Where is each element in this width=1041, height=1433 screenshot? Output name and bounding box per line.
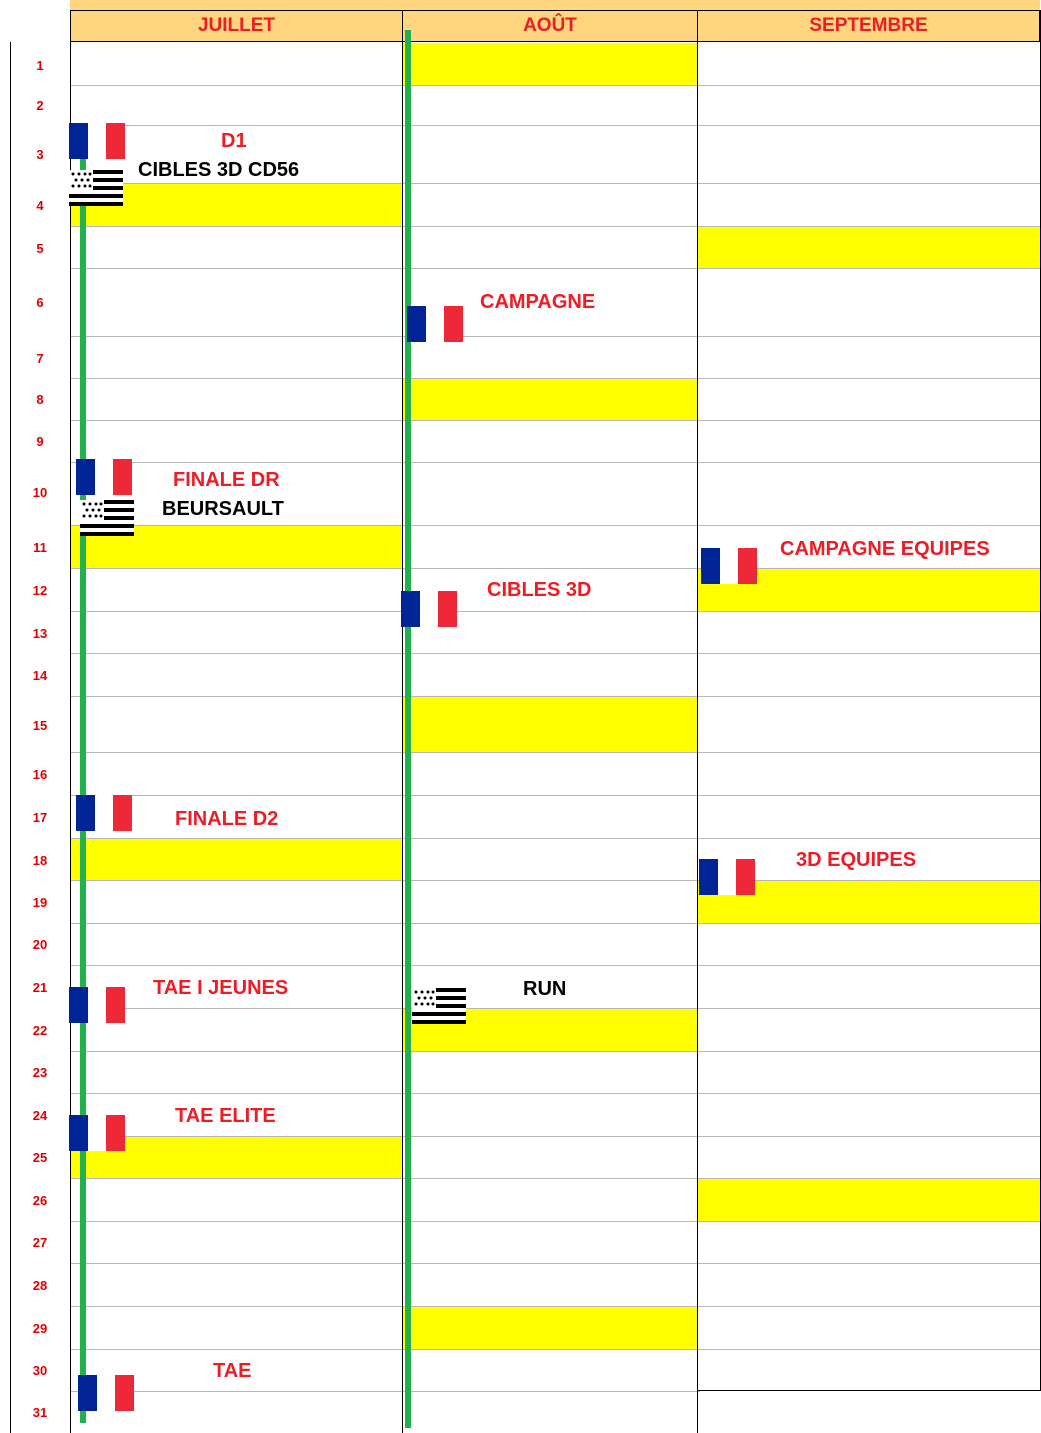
event-tae-elite: TAE ELITE xyxy=(175,1105,276,1127)
event-cibles-3d: CIBLES 3D xyxy=(487,579,592,601)
day-label: 4 xyxy=(36,198,44,213)
france-flag-icon xyxy=(76,459,132,495)
brittany-flag-icon xyxy=(69,170,123,206)
day-label: 15 xyxy=(32,718,48,733)
day-label: 25 xyxy=(32,1150,48,1165)
event-3d-equipes: 3D EQUIPES xyxy=(796,849,917,871)
day-label: 16 xyxy=(32,767,48,782)
period-line-aout xyxy=(405,30,411,1428)
france-flag-icon xyxy=(78,1375,134,1411)
day-label: 23 xyxy=(32,1065,48,1080)
event-finale-dr: FINALE DR xyxy=(173,469,280,491)
event-tae-i-jeunes: TAE I JEUNES xyxy=(153,977,289,999)
day-label: 8 xyxy=(36,392,44,407)
month-header-septembre: SEPTEMBRE xyxy=(697,10,1040,42)
event-campagne-equipes: CAMPAGNE EQUIPES xyxy=(780,538,990,560)
day-label: 21 xyxy=(32,980,48,995)
brittany-flag-icon xyxy=(80,500,134,536)
day-label: 3 xyxy=(36,147,44,162)
day-label: 20 xyxy=(32,937,48,952)
day-label: 2 xyxy=(36,98,44,113)
day-label: 12 xyxy=(32,583,48,598)
event-campagne: CAMPAGNE xyxy=(480,291,596,313)
day-label: 19 xyxy=(32,895,48,910)
day-label: 27 xyxy=(32,1235,48,1250)
day-label: 7 xyxy=(36,351,44,366)
day-label: 5 xyxy=(36,241,44,256)
day-label: 22 xyxy=(32,1023,48,1038)
event-d1: D1 xyxy=(221,130,247,152)
day-label: 30 xyxy=(32,1363,48,1378)
day-label: 26 xyxy=(32,1193,48,1208)
day-label: 24 xyxy=(32,1108,48,1123)
france-flag-icon xyxy=(76,795,132,831)
day-label: 10 xyxy=(32,485,48,500)
france-flag-icon xyxy=(69,987,125,1023)
france-flag-icon xyxy=(401,591,457,627)
day-label: 31 xyxy=(32,1405,48,1420)
france-flag-icon xyxy=(407,306,463,342)
france-flag-icon xyxy=(69,123,125,159)
event-finale-d2: FINALE D2 xyxy=(175,808,279,830)
france-flag-icon xyxy=(699,859,755,895)
france-flag-icon xyxy=(701,548,757,584)
day-label: 28 xyxy=(32,1278,48,1293)
day-label: 6 xyxy=(36,295,44,310)
day-label: 14 xyxy=(32,668,48,683)
month-header-juillet: JUILLET xyxy=(70,10,403,42)
day-label: 18 xyxy=(32,853,48,868)
month-header-aout: AOÛT xyxy=(402,10,698,42)
day-label: 13 xyxy=(32,626,48,641)
period-line-juillet xyxy=(80,140,86,1423)
event-run: RUN xyxy=(523,978,567,1000)
brittany-flag-icon xyxy=(412,988,466,1024)
day-label: 17 xyxy=(32,810,48,825)
event-tae: TAE xyxy=(213,1360,252,1382)
france-flag-icon xyxy=(69,1115,125,1151)
day-label: 1 xyxy=(36,58,44,73)
event-cibles-3d-cd56: CIBLES 3D CD56 xyxy=(138,159,300,181)
day-label: 9 xyxy=(36,434,44,449)
day-label: 11 xyxy=(33,540,47,555)
event-beursault: BEURSAULT xyxy=(162,498,284,520)
day-label: 29 xyxy=(32,1321,48,1336)
